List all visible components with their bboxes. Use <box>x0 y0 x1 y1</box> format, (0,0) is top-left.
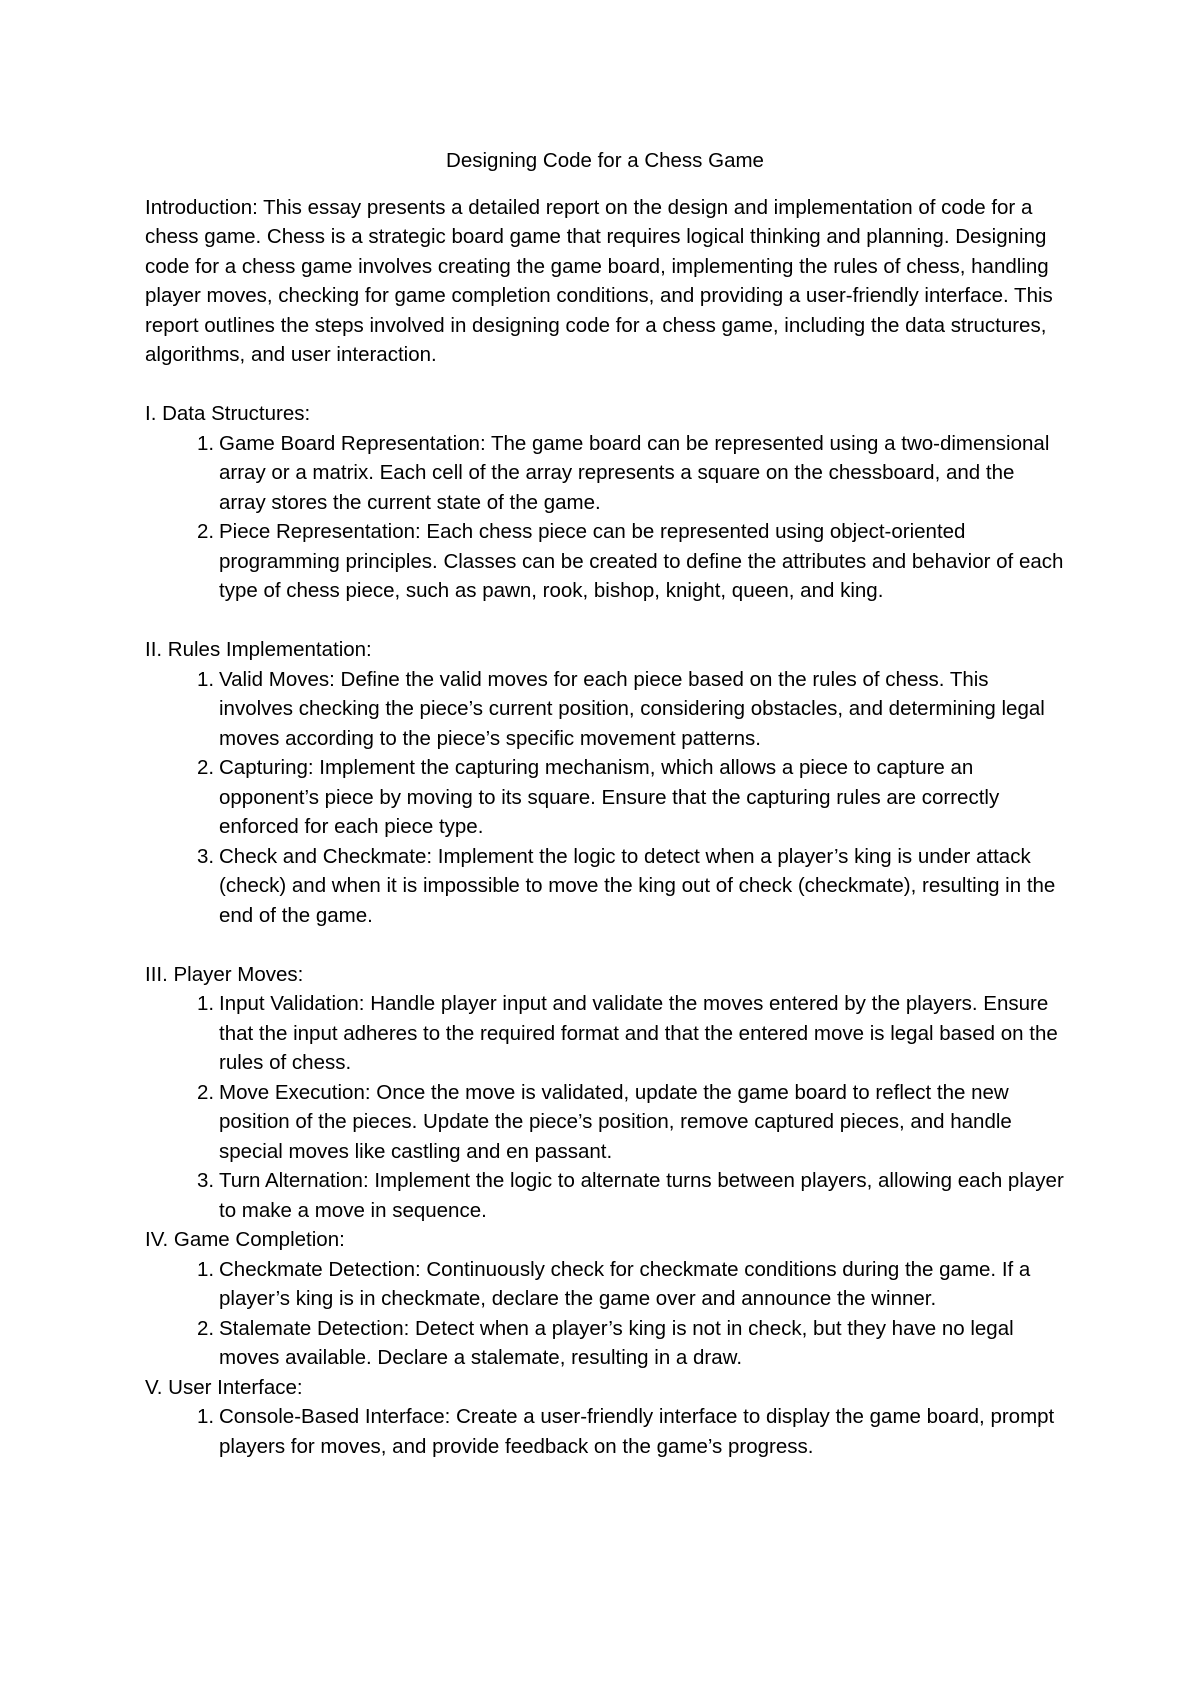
section-game-completion <box>145 1225 1065 1373</box>
list-item-text: Input Validation: Handle player input and validate the moves entered by the players. Ensure that the input adheres to the required format and that the entered move is legal based on the rules of chess. <box>219 992 1058 1074</box>
section-data-structures <box>145 399 1065 606</box>
list-item <box>145 753 1065 842</box>
numbered-list <box>145 429 1065 606</box>
list-number: 3. <box>197 844 215 868</box>
spacer <box>145 370 1065 400</box>
document-page <box>145 146 1065 1461</box>
list-item-text: Console-Based Interface: Create a user-friendly interface to display the game board, prompt players for moves, and provide feedback on the game’s progress. <box>219 1405 1055 1458</box>
list-item <box>145 1078 1065 1167</box>
list-item-text: Capturing: Implement the capturing mechanism, which allows a piece to capture an opponent’s piece by moving to its square. Ensure that the capturing rules are correctly enforced for each piece type. <box>219 756 1000 838</box>
section-heading: V. User Interface: <box>145 1375 303 1399</box>
list-item-text: Valid Moves: Define the valid moves for each piece based on the rules of chess. This involves checking the piece’s current position, considering obstacles, and determining legal moves according to the piece’s specific movement patterns. <box>219 667 1045 750</box>
list-item <box>145 429 1065 518</box>
section-player-moves <box>145 960 1065 1226</box>
list-number: 1. <box>197 992 215 1015</box>
list-number: 1. <box>197 667 215 691</box>
list-item <box>145 989 1065 1078</box>
list-number: 2. <box>197 756 215 779</box>
section-rules-implementation <box>145 635 1065 930</box>
numbered-list <box>145 1255 1065 1373</box>
list-item <box>145 842 1065 931</box>
list-number: 1. <box>197 431 215 455</box>
list-item <box>145 1255 1065 1314</box>
list-item-text: Check and Checkmate: Implement the logic to detect when a player’s king is under attack (check) and when it is impossible to move the king out of check (checkmate), resulting in the end of the game. <box>219 844 1056 927</box>
list-number: 1. <box>197 1405 215 1428</box>
intro-paragraph: Introduction: This essay presents a detailed report on the design and implementation of code for a chess game. Chess is a strategic board game that requires logical thinking and planning. Designing code for a chess game involves creating the game board, implementing the rules of chess, handling player moves, checking for game completion conditions, and providing a user-friendly interface. This report outlines the steps involved in designing code for a chess game, including the data structures, algorithms, and user interaction. <box>145 195 1053 366</box>
list-number: 3. <box>197 1169 215 1192</box>
list-item-text: Game Board Representation: The game board can be represented using a two-dimensional array or a matrix. Each cell of the array represents a square on the chessboard, and the array stores the current state of the game. <box>219 431 1050 514</box>
list-number: 2. <box>197 1080 215 1104</box>
list-number: 1. <box>197 1257 215 1281</box>
document-title: Designing Code for a Chess Game <box>446 149 764 172</box>
list-item-text: Checkmate Detection: Continuously check for checkmate conditions during the game. If a player’s king is in checkmate, declare the game over and announce the winner. <box>219 1257 1031 1310</box>
list-number: 2. <box>197 520 215 543</box>
section-heading: I. Data Structures: <box>145 402 311 425</box>
numbered-list <box>145 989 1065 1225</box>
section-user-interface <box>145 1373 1065 1462</box>
list-item-text: Piece Representation: Each chess piece can be represented using object-oriented programming principles. Classes can be created to define the attributes and behavior of each type of chess piece, such as pawn, rook, bishop, knight, queen, and king. <box>219 520 1064 602</box>
list-item-text: Stalemate Detection: Detect when a player’s king is not in check, but they have no legal moves available. Declare a stalemate, resulting in a draw. <box>219 1316 1014 1369</box>
numbered-list <box>145 1402 1065 1461</box>
numbered-list <box>145 665 1065 931</box>
list-item-text: Turn Alternation: Implement the logic to alternate turns between players, allowing each player to make a move in sequence. <box>219 1169 1064 1222</box>
list-item <box>145 665 1065 754</box>
list-item-text: Move Execution: Once the move is validated, update the game board to reflect the new position of the pieces. Update the piece’s position, remove captured pieces, and handle special moves like castling and en passant. <box>219 1080 1012 1163</box>
spacer <box>145 606 1065 636</box>
spacer <box>145 930 1065 960</box>
section-heading: III. Player Moves: <box>145 962 304 986</box>
list-item <box>145 1314 1065 1373</box>
section-heading: IV. Game Completion: <box>145 1228 345 1251</box>
list-item <box>145 1166 1065 1225</box>
list-number: 2. <box>197 1316 215 1340</box>
list-item <box>145 1402 1065 1461</box>
list-item <box>145 517 1065 606</box>
section-heading: II. Rules Implementation: <box>145 638 372 661</box>
